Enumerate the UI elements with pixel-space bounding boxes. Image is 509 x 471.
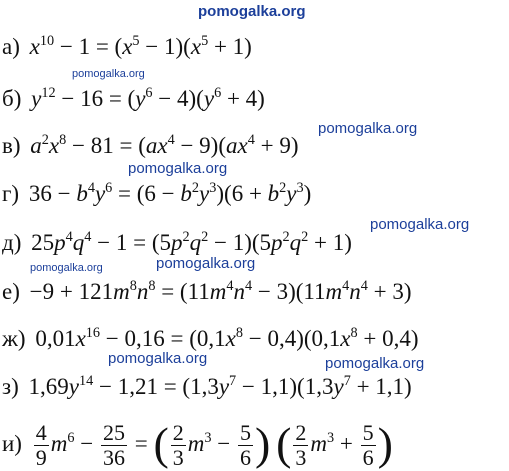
watermark: pomogalka.org	[30, 262, 103, 274]
item-label: в)	[2, 133, 21, 158]
equation-body: $25p^4q^4 - 1 = (5p^2q^2 - 1)(5p^2q^2 + 1)$	[31, 229, 352, 255]
watermark: pomogalka.org	[156, 255, 256, 272]
equation-body: $36 - b^4y^6 = (6 - b^2y^3)(6 + b^2y^3)$	[28, 180, 312, 206]
equation-b	[2, 84, 265, 114]
watermark: pomogalka.org	[370, 216, 470, 233]
watermark-top: pomogalka.org	[198, 3, 306, 20]
equation-body: $y^{12} - 16 = (y^6 - 4)(y^6 + 4)$	[31, 85, 265, 111]
fraction: $\frac{5}{6}$	[362, 420, 374, 471]
item-label: е)	[2, 279, 20, 304]
watermark: pomogalka.org	[318, 120, 418, 137]
equation-e	[2, 277, 412, 307]
equation-i	[2, 418, 393, 471]
equation-v	[2, 131, 298, 161]
item-label: ж)	[2, 326, 26, 351]
equation-g	[2, 179, 311, 209]
fraction: $\frac{2}{3}$	[295, 420, 307, 471]
equation-body: $\frac{4}{9}$ $m^6$ − $\frac{25}{36}$ = ( $\frac{2}{3}$ $m^3$ − $\frac{5}{6}$ ) ( $\frac{2}{3}$ $m^3$ + $\frac{5}{6}$ )	[35, 418, 393, 471]
equation-body: $a^2x^8 - 81 = (ax^4 - 9)(ax^4 + 9)$	[30, 132, 299, 158]
item-label: а)	[2, 34, 20, 59]
equation-body: $1,69y^{14} - 1,21 = (1,3y^7 - 1,1)(1,3y^7 + 1,1)$	[28, 373, 412, 399]
fraction: $\frac{4}{9}$	[35, 420, 47, 471]
watermark: pomogalka.org	[72, 68, 145, 80]
equation-body: $x^{10} - 1 = (x^5 - 1)(x^5 + 1)$	[29, 33, 252, 59]
equation-d	[2, 228, 352, 258]
watermark: pomogalka.org	[128, 160, 228, 177]
item-label: б)	[2, 86, 22, 111]
equation-a	[2, 32, 252, 62]
item-label: з)	[2, 374, 19, 399]
equation-z	[2, 372, 412, 402]
item-label: и)	[2, 431, 22, 456]
fraction: $\frac{5}{6}$	[240, 420, 251, 471]
fraction: $\frac{25}{36}$	[102, 420, 125, 471]
equation-body: $-9 + 121m^8n^8 = (11m^4n^4 - 3)(11m^4n^4 + 3)$	[29, 278, 412, 304]
watermark: pomogalka.org	[108, 350, 208, 367]
item-label: г)	[2, 181, 20, 206]
item-label: д)	[2, 230, 22, 255]
equation-zh	[2, 324, 419, 354]
fraction: $\frac{2}{3}$	[172, 420, 184, 471]
watermark: pomogalka.org	[325, 355, 425, 372]
equation-body: $0,01x^{16} - 0,16 = (0,1x^8 - 0,4)(0,1x^8 + 0,4)$	[35, 325, 419, 351]
